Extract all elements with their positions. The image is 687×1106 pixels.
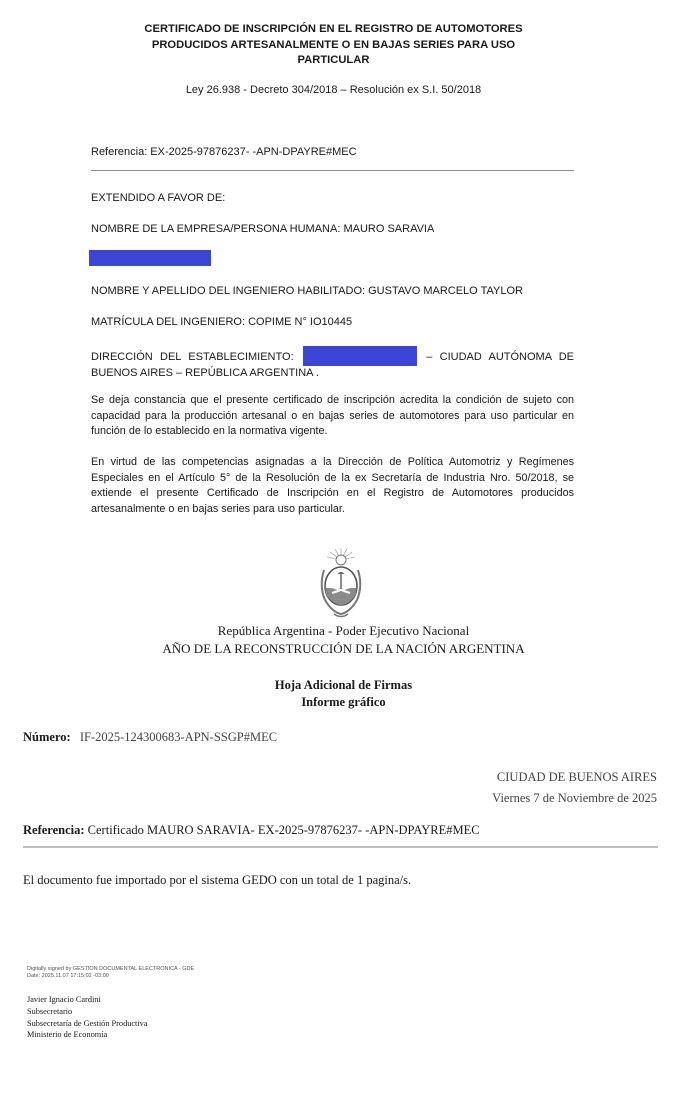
constancia-paragraph: Se deja constancia que el presente certificado de inscripción acredita la condición de sujeto con capacidad para la producción artesanal o en bajas series de automotores para uso particular en función de lo establecido en la normativa vigente. [91,394,574,437]
title-line-3: PARTICULAR [297,54,370,66]
title-line-1: CERTIFICADO DE INSCRIPCIÓN EN EL REGISTRO DE AUTOMOTORES [144,23,523,35]
redaction-block [89,250,211,266]
referencia-label: Referencia: [23,823,85,837]
location-date [492,767,657,809]
signer-block [27,994,148,1041]
ciudad-label: CIUDAD DE BUENOS AIRES [496,770,657,784]
numero-value: IF-2025-124300683-APN-SSGP#MEC [79,730,278,744]
ley-line: Ley 26.938 - Decreto 304/2018 – Resolución ex S.I. 50/2018 [185,84,482,96]
divider [23,846,658,848]
digital-signed-by: Digitally signed by GESTION DOCUMENTAL ELECTRONICA - GDE [27,966,195,972]
direccion-rest: – CIUDAD AUTÓNOMA DE BUENOS AIRES – REPÚBLICA ARGENTINA . [91,351,575,379]
signer-role: Subsecretario [27,1006,73,1016]
competencias-paragraph: En virtud de las competencias asignadas a la Dirección de Política Automotriz y Regímenes Especiales en el Artículo 5° de la Resolución de la ex Secretaría de Industria Nro. 50/2018, se extiende el presente Certificado de Inscripción en el Registro de Automotores producidos artesanalmente o en bajas series para uso particular. [91,456,574,515]
certificate-title [120,22,547,69]
redaction-block [303,346,417,366]
direccion-label: DIRECCIÓN DEL ESTABLECIMIENTO: [91,351,294,363]
extendido-label: EXTENDIDO A FAVOR DE: [91,192,226,204]
certificate-referencia: Referencia: EX-2025-97876237- -APN-DPAYRE#MEC [91,146,357,158]
republica-line: República Argentina - Poder Ejecutivo Nacional [217,623,470,638]
informe-title: Informe gráfico [301,695,386,709]
digital-signature-stamp [27,966,194,979]
title-line-2: PRODUCIDOS ARTESANALMENTE O EN BAJAS SERIES PARA USO [151,38,516,51]
firmas-referencia [23,823,480,838]
hoja-title: Hoja Adicional de Firmas [274,678,413,692]
empresa-line: NOMBRE DE LA EMPRESA/PERSONA HUMANA: MAURO SARAVIA [91,223,435,235]
ingeniero-line: NOMBRE Y APELLIDO DEL INGENIERO HABILITADO: GUSTAVO MARCELO TAYLOR [91,285,523,297]
hoja-heading [0,677,687,711]
divider [91,170,574,171]
digital-date: Date: 2025.11.07 17:15:02 -03:00 [27,972,109,979]
signer-ministry: Ministerio de Economía [27,1030,108,1040]
direccion-paragraph [91,346,574,382]
matricula-line: MATRÍCULA DEL INGENIERO: COPIME N° IO10445 [91,316,353,328]
ano-line: AÑO DE LA RECONSTRUCCIÓN DE LA NACIÓN ARGENTINA [162,641,525,656]
signer-office: Subsecretaría de Gestión Productiva [27,1018,148,1028]
signer-name: Javier Ignacio Cardini [27,995,101,1004]
numero-line [23,730,277,745]
referencia-value: Certificado MAURO SARAVIA- EX-2025-97876237- -APN-DPAYRE#MEC [87,823,480,837]
argentina-coat-of-arms-icon [316,546,366,622]
fecha-label: Viernes 7 de Noviembre de 2025 [492,791,657,805]
numero-label: Número: [23,730,71,744]
gedo-notice: El documento fue importado por el sistema GEDO con un total de 1 pagina/s. [23,873,412,887]
